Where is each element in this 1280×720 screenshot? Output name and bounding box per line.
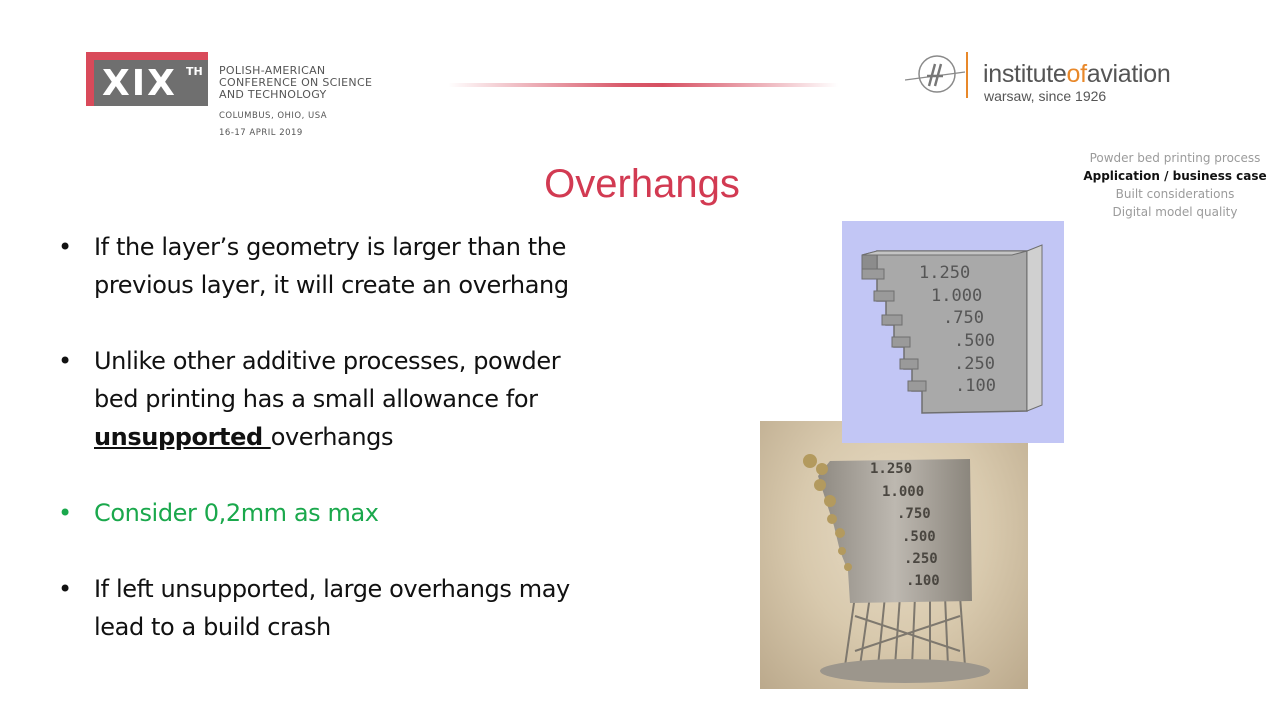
emphasis-text: unsupported bbox=[94, 423, 271, 451]
bullet-text-line: Unlike other additive processes, powder bbox=[94, 347, 561, 375]
bullet-icon: • bbox=[58, 499, 72, 527]
bullet-item bbox=[56, 570, 656, 646]
cad-label: 1.000 bbox=[931, 286, 983, 306]
conference-title-line: AND TECHNOLOGY bbox=[219, 88, 327, 101]
section-nav-item: Powder bed printing process bbox=[1089, 151, 1261, 165]
bullet-text-line: lead to a build crash bbox=[94, 613, 331, 641]
bullet-list bbox=[56, 228, 656, 646]
conference-title-line: CONFERENCE ON SCIENCE bbox=[219, 76, 373, 89]
section-nav-item: Built considerations bbox=[1115, 187, 1235, 201]
bullet-icon: • bbox=[58, 575, 72, 603]
cad-label: .500 bbox=[954, 331, 995, 351]
bullet-text-line: previous layer, it will create an overhang bbox=[94, 271, 569, 299]
section-nav-item: Digital model quality bbox=[1112, 205, 1238, 219]
bullet-text-line: bed printing has a small allowance for bbox=[94, 385, 538, 413]
photo-label: 1.250 bbox=[870, 461, 913, 477]
section-nav bbox=[1080, 149, 1270, 221]
bullet-text-line: If the layer’s geometry is larger than the bbox=[94, 233, 566, 261]
bullet-item-highlight bbox=[56, 494, 656, 532]
photo-label: 1.000 bbox=[882, 484, 925, 500]
conference-numeral-suffix: TH bbox=[186, 65, 203, 78]
institute-name: instituteofaviation bbox=[983, 60, 1171, 88]
bullet-item bbox=[56, 228, 656, 304]
slide-title: Overhangs bbox=[544, 162, 740, 206]
institute-logo bbox=[905, 48, 1205, 108]
institute-subtitle: warsaw, since 1926 bbox=[984, 88, 1107, 104]
cad-label: 1.250 bbox=[919, 263, 971, 283]
cad-label: .250 bbox=[954, 354, 995, 374]
bullet-text-line bbox=[94, 418, 656, 456]
conference-location: COLUMBUS, OHIO, USA bbox=[219, 111, 328, 121]
bullet-text-rest: overhangs bbox=[270, 423, 394, 451]
header-divider bbox=[448, 83, 838, 87]
conference-logo bbox=[86, 52, 416, 142]
conference-numeral: XIX bbox=[102, 63, 177, 104]
cad-label: .100 bbox=[955, 376, 996, 396]
conference-title bbox=[219, 65, 372, 101]
conference-badge bbox=[86, 52, 208, 106]
photo-label: .100 bbox=[906, 573, 940, 589]
section-nav-item-active: Application / business case bbox=[1083, 169, 1267, 183]
bullet-icon: • bbox=[58, 347, 72, 375]
printed-part-photo bbox=[760, 421, 1028, 689]
photo-label: .250 bbox=[904, 551, 938, 567]
conference-title-line: POLISH-AMERICAN bbox=[219, 64, 326, 77]
bullet-item bbox=[56, 342, 656, 456]
photo-label: .500 bbox=[902, 529, 936, 545]
photo-label: .750 bbox=[897, 506, 931, 522]
cad-model-render bbox=[842, 221, 1064, 443]
bullet-text-line: If left unsupported, large overhangs may bbox=[94, 575, 570, 603]
institute-emblem-icon bbox=[905, 50, 969, 98]
cad-label: .750 bbox=[943, 308, 984, 328]
bullet-icon: • bbox=[58, 233, 72, 261]
bullet-text-line: Consider 0,2mm as max bbox=[94, 499, 379, 527]
conference-dates: 16-17 APRIL 2019 bbox=[219, 128, 303, 138]
